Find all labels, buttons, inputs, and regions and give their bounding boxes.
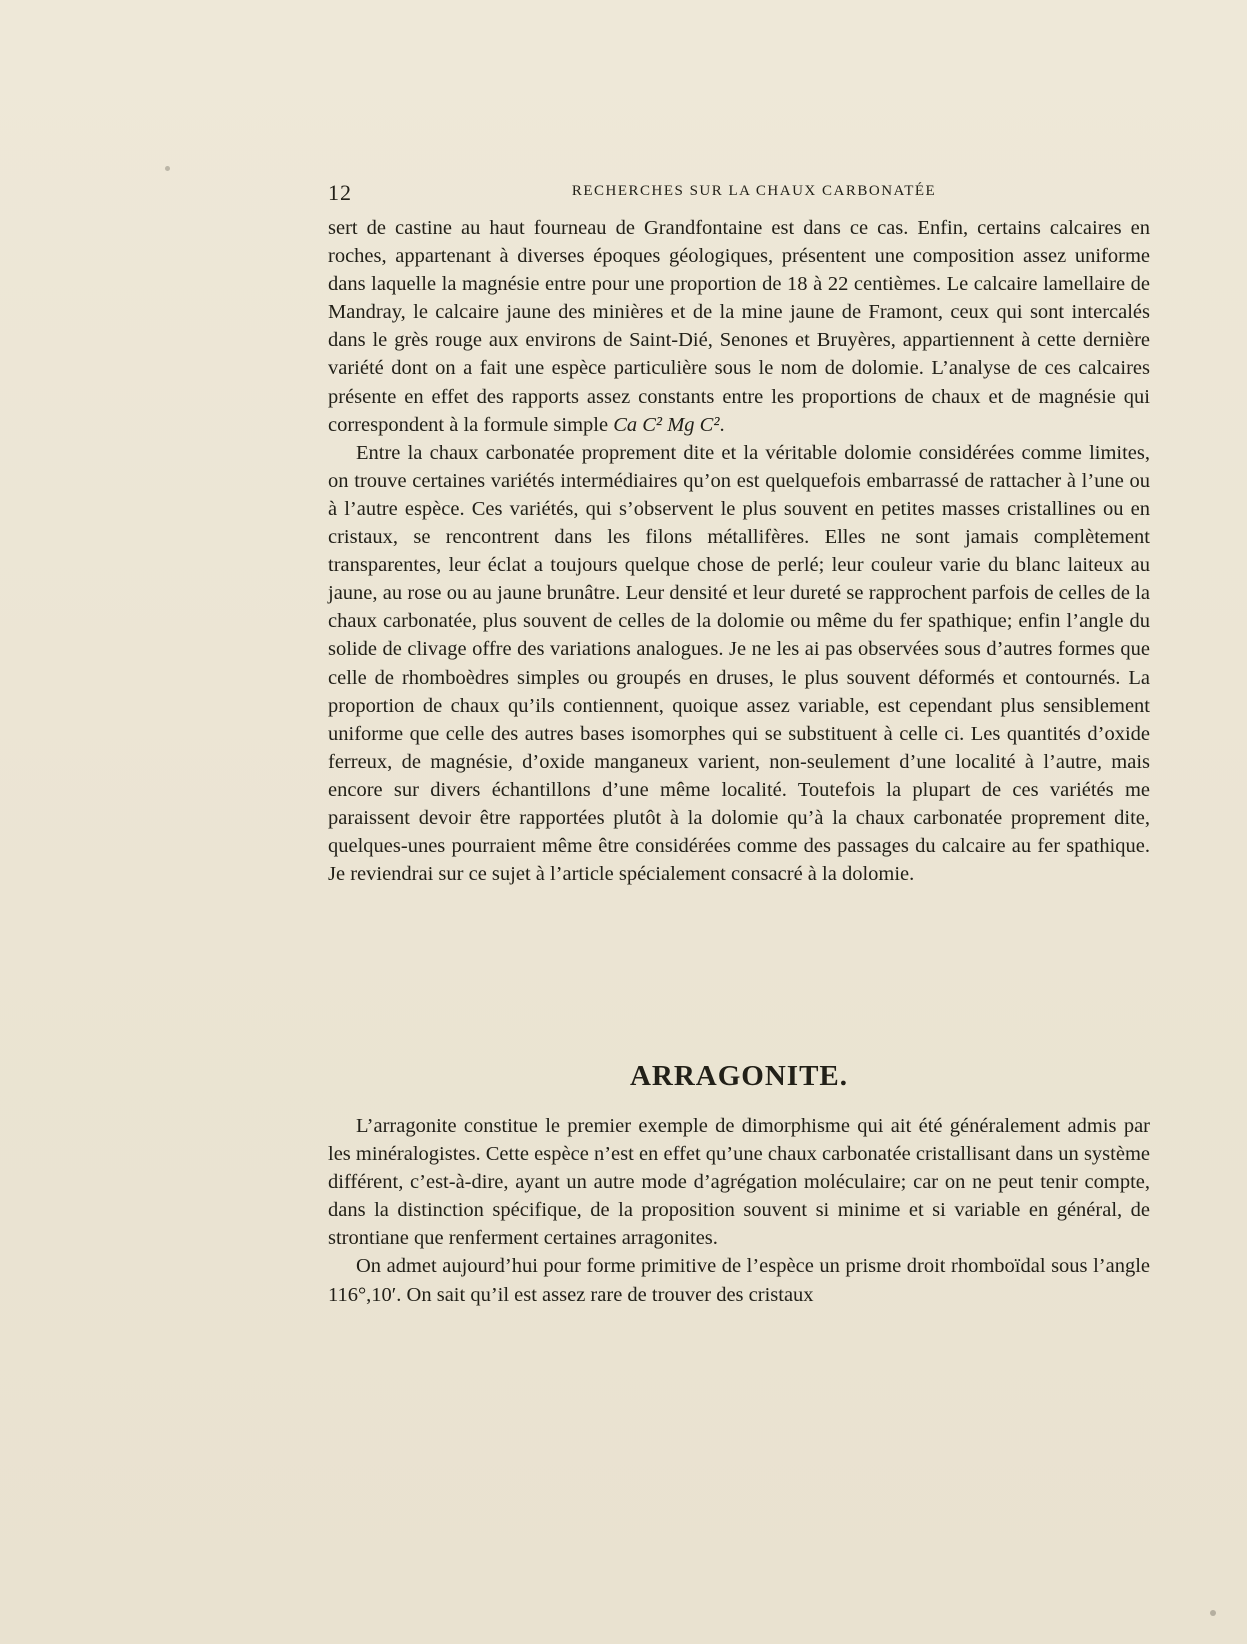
paragraph-text: sert de castine au haut fourneau de Grandfontaine est dans ce cas. Enfin, certains calcaires en roches, appartenant à diverses époques géologiques, présentent une composition assez uniforme dans laquelle la magnésie entre pour une proportion de 18 à 22 centièmes. Le calcaire lamellaire de Mandray, le calcaire jaune des minières et de la mine jaune de Framont, ceux qui sont intercalés dans le grès rouge aux environs de Saint-Dié, Senones et Bruyères, appartiennent à cette dernière variété dont on a fait une espèce particulière sous le nom de dolomie. L’analyse de ces calcaires présente en effet des rapports assez constants entre les proportions de chaux et de magnésie qui correspondent à la formule simple: [328, 217, 1150, 436]
section-heading: ARRAGONITE.: [629, 1060, 849, 1092]
margin-speck: [165, 166, 170, 171]
paragraph: On admet aujourd’hui pour forme primitive de l’espèce un prisme droit rhomboïdal sous l’angle 116°,10′. On sait qu’il est assez rare de trouver des cristaux: [328, 1255, 1150, 1306]
margin-speck: [1210, 1610, 1216, 1616]
paragraph-text: .: [719, 413, 725, 436]
page-number: 12: [328, 180, 352, 205]
paragraph: [328, 214, 1150, 439]
paragraph: Entre la chaux carbonatée proprement dite et la véritable dolomie considérées comme limites, on trouve certaines variétés intermédiaires qu’on est quelquefois embarrassé de rattacher à l’une ou à l’autre espèce. Ces variétés, qui s’observent le plus souvent en petites masses cristallines ou en cristaux, se rencontrent dans les filons métallifères. Elles ne sont jamais complètement transparentes, leur éclat a toujours quelque chose de perlé; leur couleur varie du blanc laiteux au jaune, au rose ou au jaune brunâtre. Leur densité et leur dureté se rapprochent parfois de celles de la chaux carbonatée, plus souvent de celles de la dolomie ou même du fer spathique; enfin l’angle du solide de clivage offre des variations analogues. Je ne les ai pas observées sous d’autres formes que celle de rhomboèdres simples ou groupés en druses, le plus souvent déformés et contournés. La proportion de chaux qu’ils contiennent, quoique assez variable, est cependant plus sensiblement uniforme que celle des autres bases isomorphes qui se substituent à celle ci. Les quantités d’oxide ferreux, de magnésie, d’oxide manganeux varient, non-seulement d’une localité à l’autre, mais encore sur divers échantillons d’une même localité. Toutefois la plupart de ces variétés me paraissent devoir être rapportées plutôt à la dolomie qu’à la chaux carbonatée proprement dite, quelques-unes pourraient même être considérées comme des passages du calcaire au fer spathique. Je reviendrai sur ce sujet à l’article spécialement consacré à la dolomie.: [328, 441, 1150, 886]
paragraph: L’arragonite constitue le premier exemple de dimorphisme qui ait été généralement admis par les minéralogistes. Cette espèce n’est en effet qu’une chaux carbonatée cristallisant dans un système différent, c’est-à-dire, ayant un autre mode d’agrégation moléculaire; car on ne peut tenir compte, dans la distinction spécifique, de la proposition souvent si minime et si variable en général, de strontiane que renferment certaines arragonites.: [328, 1115, 1150, 1250]
text-block-intro: [328, 214, 1150, 888]
chemical-formula: Ca C² Mg C²: [613, 413, 720, 436]
page-header: [328, 180, 1150, 206]
running-title: RECHERCHES SUR LA CHAUX CARBONATÉE: [571, 183, 937, 199]
text-block-arragonite: [328, 1112, 1150, 1309]
